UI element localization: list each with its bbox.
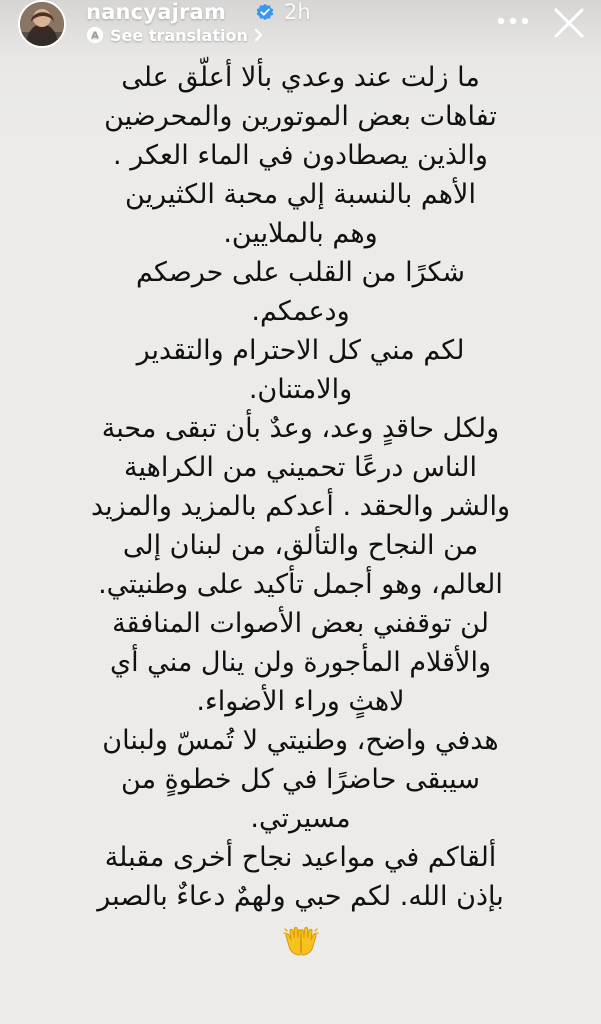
story-text-line: سيبقى حاضرًا في كل خطوةٍ من — [121, 764, 480, 795]
story-text-line: هدفي واضح، وطنيتي لا تُمسّ ولبنان — [102, 725, 499, 756]
avatar-photo — [20, 2, 64, 46]
story-text — [20, 58, 581, 916]
translate-icon — [86, 26, 104, 44]
story-text-line: والأقلام المأجورة ولن ينال مني أي — [109, 647, 492, 678]
story-text-line: والامتنان. — [248, 374, 353, 405]
story-text-line: ألقاكم في مواعيد نجاح أخرى مقبلة — [104, 842, 497, 873]
story-text-line: لكم مني كل الاحترام والتقدير — [136, 335, 465, 366]
story-header — [0, 0, 601, 60]
username[interactable]: nancyajram — [86, 0, 226, 24]
story-text-line: ما زلت عند وعدي بألا أعلّق على — [121, 62, 480, 93]
story-text-line: تفاهات بعض الموتورين والمحرضين — [104, 101, 497, 132]
story-text-line: الناس درعًا تحميني من الكراهية — [123, 452, 478, 483]
story-text-line: لن توقفني بعض الأصوات المنافقة — [112, 608, 489, 639]
story-text-line: من النجاح والتألق، من لبنان إلى — [122, 530, 479, 561]
chevron-right-icon — [254, 28, 264, 42]
story-text-line: والذين يصطادون في الماء العكر . — [113, 140, 488, 171]
svg-text:A: A — [91, 30, 99, 42]
emoji-line — [0, 922, 601, 966]
story-text-line: والشر والحقد . أعدكم بالمزيد والمزيد — [90, 491, 510, 522]
story-text-line: بإذن الله. لكم حبي ولهمٌ دعاءٌ بالصبر — [97, 881, 504, 912]
story-timestamp: 2h — [284, 0, 311, 24]
story-text-line: ولكل حاقدٍ وعد، وعدٌ بأن تبقى محبة — [101, 413, 500, 444]
story-text-line: ودعمكم. — [251, 296, 350, 327]
story-text-line: وهم بالملايين. — [223, 218, 378, 249]
verified-badge-icon — [255, 2, 275, 22]
story-text-line: لاهثٍ وراء الأضواء. — [196, 686, 405, 717]
profile-avatar[interactable] — [18, 0, 66, 48]
story-text-line: العالم، وهو أجمل تأكيد على وطنيتي. — [98, 569, 503, 600]
more-options-icon[interactable] — [493, 8, 533, 34]
close-icon[interactable] — [551, 5, 587, 41]
story-text-line: شكرًا من القلب على حرصكم — [135, 257, 466, 288]
raising-hands-emoji — [281, 922, 321, 962]
story-text-line: الأهم بالنسبة إلي محبة الكثيرين — [125, 179, 476, 210]
story-text-line: مسيرتي. — [250, 803, 351, 834]
see-translation-button[interactable] — [86, 24, 264, 46]
see-translation-label: See translation — [110, 25, 248, 45]
